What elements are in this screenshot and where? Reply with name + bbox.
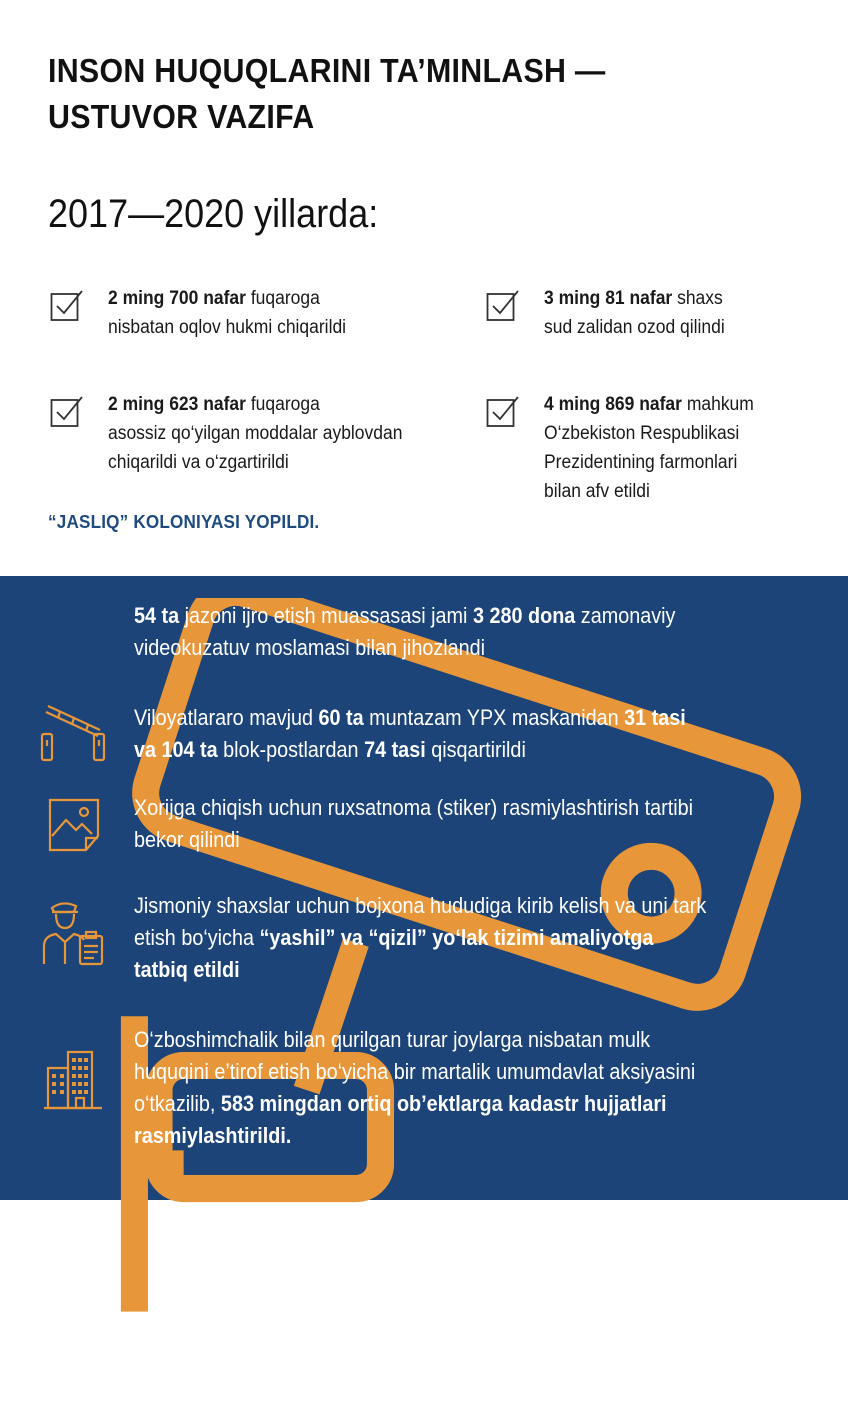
stat-text: 2 ming 623 nafar fuqaroga asossiz qo‘yilgan moddalar ayblovdan chiqarildi va o‘zgartirildi xyxy=(108,394,403,473)
checkbox-check-icon xyxy=(50,394,84,428)
item-text: Jismoniy shaxslar uchun bojxona hududiga kirib kelish va uni tark etish bo‘yicha “yashil” va “qizil” yo‘lak tizimi amaliyotga tatbiq etildi xyxy=(134,893,707,982)
stat-text: 3 ming 81 nafar shaxs sud zalidan ozod qilindi xyxy=(544,288,725,338)
stat-acquittals xyxy=(50,284,367,342)
customs-officer-icon xyxy=(38,898,110,968)
stat-released xyxy=(486,284,740,342)
image-sticker-icon xyxy=(44,796,104,854)
stat-text: 2 ming 700 nafar fuqaroga nisbatan oqlov hukmi chiqarildi xyxy=(108,288,347,338)
apartment-building-icon xyxy=(44,1048,106,1112)
page-title xyxy=(48,48,747,140)
title-line-2: USTUVOR VAZIFA xyxy=(48,98,315,135)
stat-charges-dropped xyxy=(50,390,428,477)
title-line-1: INSON HUQUQLARINI TA’MINLASH — xyxy=(48,52,606,89)
stat-figure: 2 ming 623 nafar xyxy=(108,394,246,415)
stat-figure: 3 ming 81 nafar xyxy=(544,288,673,309)
checkbox-check-icon xyxy=(486,394,520,428)
period-subtitle: 2017—2020 yillarda: xyxy=(48,192,379,236)
colony-closed-highlight: “JASLIQ” KOLONIYASI YOPILDI. xyxy=(48,512,320,532)
stat-figure: 4 ming 869 nafar xyxy=(544,394,682,415)
item-text: Xorijga chiqish uchun ruxsatnoma (stiker) rasmiylashtirish tartibi bekor qilindi xyxy=(134,795,694,852)
barrier-gate-icon xyxy=(38,700,108,764)
stat-text: 4 ming 869 nafar mahkum O‘zbekiston Respublikasi Prezidentining farmonlari bilan afv etildi xyxy=(544,394,754,502)
stat-pardoned xyxy=(486,390,772,506)
item-text: O‘zboshimchalik bilan qurilgan turar joylarga nisbatan mulk huquqini e’tirof etish bo‘yicha bir martalik umumdavlat aksiyasini o‘tkazilib, 583 mingdan ortiq ob’ektlarga kadastr hujjatlari rasmiylashtirildi. xyxy=(134,1027,696,1148)
checkbox-check-icon xyxy=(486,288,520,322)
checkbox-check-icon xyxy=(50,288,84,322)
item-text: Viloyatlararo mavjud 60 ta muntazam YPX maskanidan 31 tasi va 104 ta blok-postlardan 74 tasi qisqartirildi xyxy=(134,705,686,762)
stat-figure: 2 ming 700 nafar xyxy=(108,288,246,309)
item-text: 54 ta jazoni ijro etish muassasasi jami 3 280 dona zamonaviy videokuzatuv moslamasi bilan jihozlandi xyxy=(134,603,676,660)
